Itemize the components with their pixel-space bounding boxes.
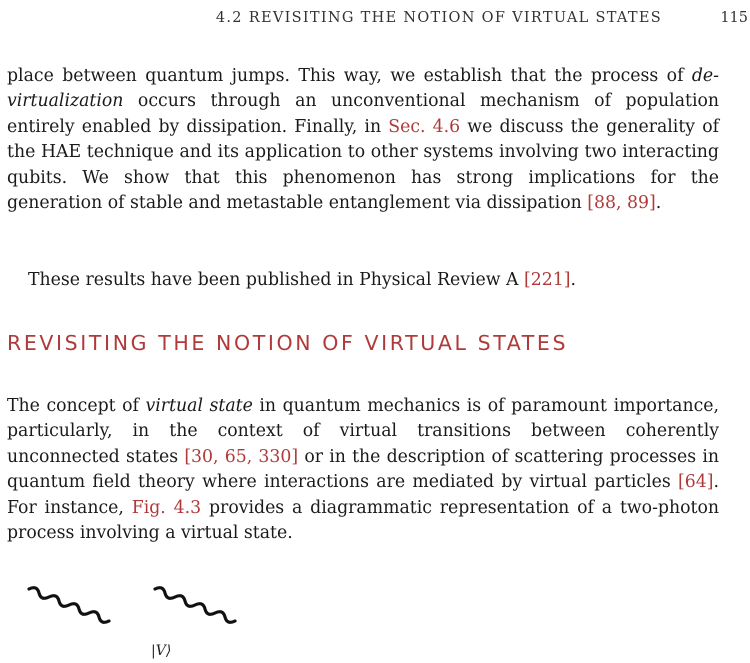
paragraph-text: occurs through an unconventional mechanism of population entirely enabled by dissipation. Finally, in xyxy=(7,91,719,137)
virtual-state-label: |V⟩ xyxy=(151,643,172,659)
paragraph-intro xyxy=(7,64,719,216)
photon-wavy-line-2 xyxy=(155,588,235,623)
citation-link[interactable]: [88, 89] xyxy=(587,193,656,214)
running-head-title: 4.2 REVISITING THE NOTION OF VIRTUAL STATES xyxy=(215,10,662,26)
section-reference-link[interactable]: Sec. 4.6 xyxy=(388,116,461,137)
paragraph-text: The concept of xyxy=(7,396,146,416)
citation-link[interactable]: [221] xyxy=(524,270,571,290)
feynman-diagram xyxy=(0,575,750,659)
paragraph-text: . xyxy=(570,270,576,290)
diagram-canvas xyxy=(0,575,750,659)
paragraph-text: . xyxy=(655,193,662,214)
paragraph-virtual-state xyxy=(7,394,719,546)
paragraph-text: provides a diagrammatic representation of a two-photon process involving a virtual state. xyxy=(7,497,719,544)
paragraph-text: or in the description of scattering processes in quantum field theory where interactions are mediated by virtual particles xyxy=(7,446,719,493)
paragraph-text: in quantum mechanics is of paramount importance, particularly, in the context of virtual transitions between coherently unconnected states xyxy=(7,396,719,467)
paragraph-text: . For instance, xyxy=(7,472,719,518)
paragraph-text: we discuss the generality of the HAE technique and its application to other systems involving two interacting qubits. We show that this phenomenon has strong implications for the generation of stable and metastable entanglement via dissipation xyxy=(7,116,719,214)
photon-wavy-line-1 xyxy=(29,588,109,623)
paragraph-publication xyxy=(7,268,719,293)
paragraph-text: place between quantum jumps. This way, we establish that the process of xyxy=(7,66,692,86)
emphasis-virtual-state: virtual state xyxy=(145,396,253,416)
citation-link[interactable]: [64] xyxy=(678,472,714,493)
running-header xyxy=(0,10,750,34)
page-number: 115 xyxy=(720,10,748,26)
emphasis-de-virtualization: de-virtualization xyxy=(7,66,719,112)
figure-reference-link[interactable]: Fig. 4.3 xyxy=(131,497,202,518)
paragraph-text: These results have been published in Physical Review A xyxy=(28,270,525,290)
citation-link[interactable]: [30, 65, 330] xyxy=(184,446,299,467)
section-heading: REVISITING THE NOTION OF VIRTUAL STATES xyxy=(7,331,569,355)
